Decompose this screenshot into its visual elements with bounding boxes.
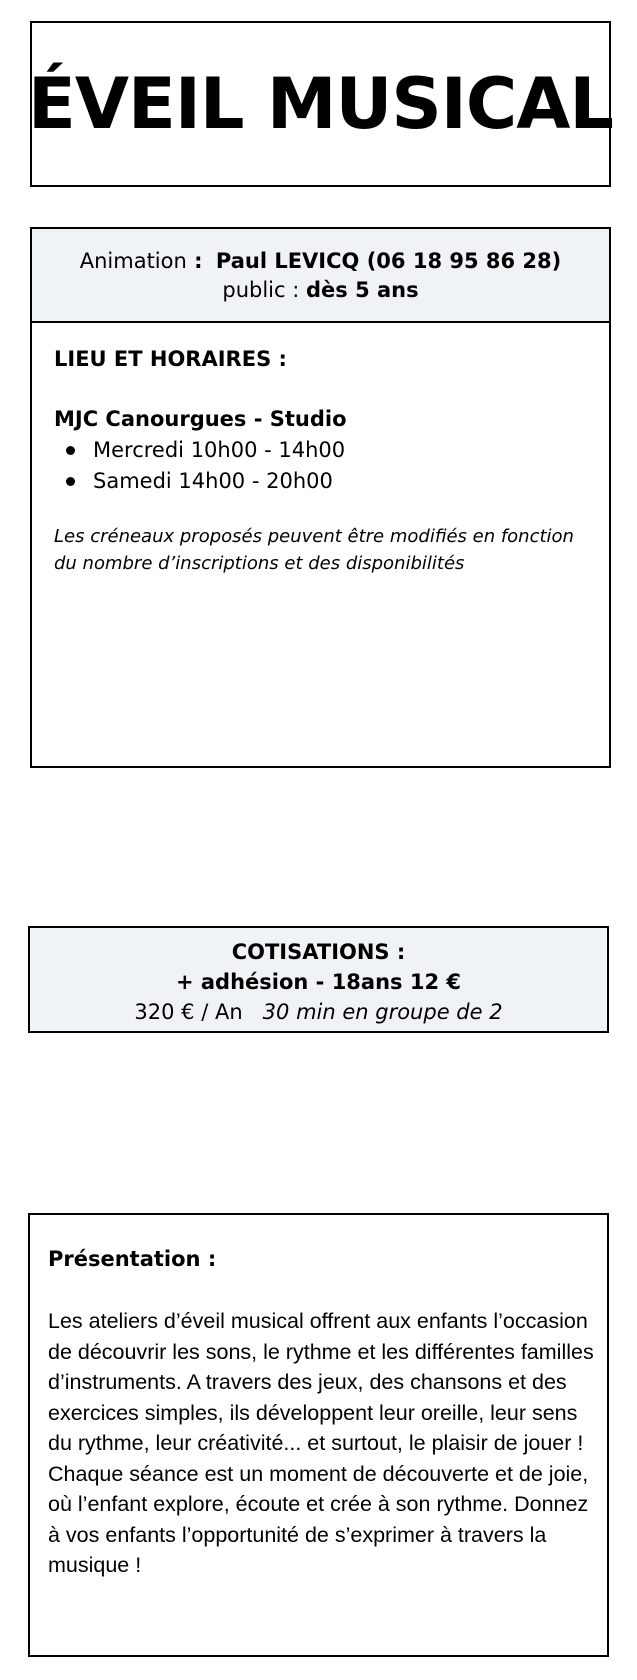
public-line xyxy=(32,276,609,305)
animation-label: Animation xyxy=(79,249,187,273)
venue-name: MJC Canourgues - Studio xyxy=(54,407,347,431)
presentation-paragraph-2: Chaque séance est un moment de découverte et de joie, où l’enfant explore, écoute et crée à son rythme. Donnez à vos enfants l’opportunité de s’exprimer à travers la musique ! xyxy=(48,1461,589,1577)
price-value: 320 € / An xyxy=(134,1000,243,1024)
schedule-item-text: Samedi 14h00 - 20h00 xyxy=(93,469,333,493)
schedule-item xyxy=(54,435,609,466)
bullet-icon xyxy=(66,446,75,455)
info-panel xyxy=(30,227,611,323)
animation-line xyxy=(32,247,609,276)
schedule-list xyxy=(54,435,609,497)
animation-separator: : xyxy=(186,249,203,273)
lieu-horaires-section xyxy=(30,321,611,768)
public-value: dès 5 ans xyxy=(305,278,419,302)
schedule-item xyxy=(54,466,609,497)
lieu-heading: LIEU ET HORAIRES : xyxy=(54,347,287,371)
public-label: public : xyxy=(222,278,300,302)
presentation-section xyxy=(28,1213,609,1657)
lesson-format: 30 min en groupe de 2 xyxy=(262,1000,503,1024)
animation-value: Paul LEVICQ (06 18 95 86 28) xyxy=(215,249,562,273)
schedule-note: Les créneaux proposés peuvent être modifiés en fonction du nombre d’inscriptions et des disponibilités xyxy=(54,526,574,574)
presentation-body xyxy=(48,1306,596,1581)
title-box xyxy=(30,21,611,187)
bullet-icon xyxy=(66,477,75,486)
cotisations-panel xyxy=(28,926,609,1033)
presentation-heading: Présentation : xyxy=(48,1247,217,1271)
schedule-item-text: Mercredi 10h00 - 14h00 xyxy=(93,438,346,462)
presentation-paragraph-1: Les ateliers d’éveil musical offrent aux enfants l’occasion de découvrir les sons, le rythme et les différentes familles d’instruments. A travers des jeux, des chansons et des exercices simples, ils développent leur oreille, leur sens du rythme, leur créativité... et surtout, le plaisir de jouer ! xyxy=(48,1309,594,1455)
page-title: ÉVEIL MUSICAL xyxy=(28,63,613,145)
cotisations-heading: COTISATIONS : xyxy=(231,940,406,964)
price-line xyxy=(30,997,607,1027)
adhesion-line: + adhésion - 18ans 12 € xyxy=(175,970,462,994)
